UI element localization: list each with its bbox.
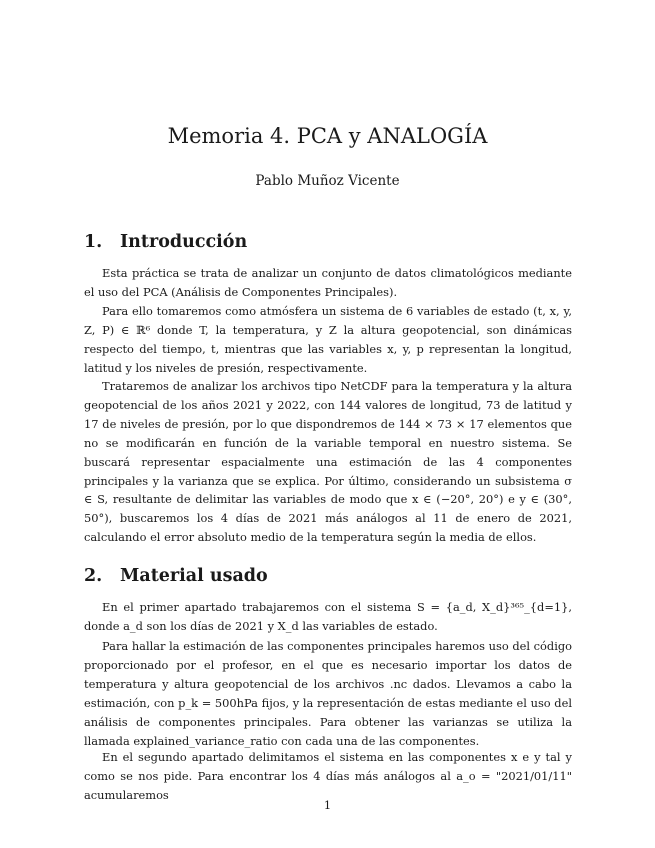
page-number: 1 bbox=[323, 798, 332, 812]
document-author: Pablo Muñoz Vicente bbox=[255, 173, 400, 189]
section-heading-introduccion bbox=[84, 231, 247, 253]
paragraph: Para ello tomaremos como atmósfera un sistema de 6 variables de estado (t, x, y, Z, P) ∈ ℝ⁶ donde T, la temperatura, y Z la altura geopotencial, son dinámicas respecto del tiempo, t, mientras que las variables x, y, p representan la longitud, latitud y los niveles de presión, respectivamente. bbox=[84, 304, 572, 375]
section-number: 2. bbox=[84, 566, 103, 586]
section-title: Introducción bbox=[120, 232, 248, 252]
section-heading-material-usado bbox=[84, 565, 268, 587]
paragraph: En el segundo apartado delimitamos el sistema en las componentes x e y tal y como se nos pide. Para encontrar los 4 días más análogos al a_o = "2021/01/11" acumularemos bbox=[84, 750, 572, 802]
paragraph: Trataremos de analizar los archivos tipo NetCDF para la temperatura y la altura geopotencial de los años 2021 y 2022, con 144 valores de longitud, 73 de latitud y 17 de niveles de presión, por lo que dispondremos de 144 × 73 × 17 elementos que no se modificarán en función de la variable temporal en nuestro sistema. Se buscará representar espacialmente una estimación de las 4 componentes principales y la varianza que se explica. Por último, considerando un subsistema σ ∈ S, resultante de delimitar las variables de modo que x ∈ (−20°, 20°) e y ∈ (30°, 50°), buscaremos los 4 días de 2021 más análogos al 11 de enero de 2021, calculando el error absoluto medio de la temperatura según la media de ellos. bbox=[84, 379, 572, 545]
paragraph: Esta práctica se trata de analizar un conjunto de datos climatológicos mediante el uso del PCA (Análisis de Componentes Principales). bbox=[84, 266, 572, 299]
section-number: 1. bbox=[84, 232, 103, 252]
document-title: Memoria 4. PCA y ANALOGÍA bbox=[167, 124, 488, 148]
paragraph: En el primer apartado trabajaremos con el sistema S = {a_d, X_d}³⁶⁵_{d=1}, donde a_d son los días de 2021 y X_d las variables de estado. bbox=[84, 600, 572, 633]
section-title: Material usado bbox=[120, 566, 268, 586]
paragraph: Para hallar la estimación de las componentes principales haremos uso del código proporcionado por el profesor, en el que es necesario importar los datos de temperatura y altura geopotencial de los archivos .nc dados. Llevamos a cabo la estimación, con p_k = 500hPa fijos, y la representación de estas mediante el uso del análisis de componentes principales. Para obtener las varianzas se utiliza la llamada explained_variance_ratio con cada una de las componentes. bbox=[84, 639, 572, 748]
